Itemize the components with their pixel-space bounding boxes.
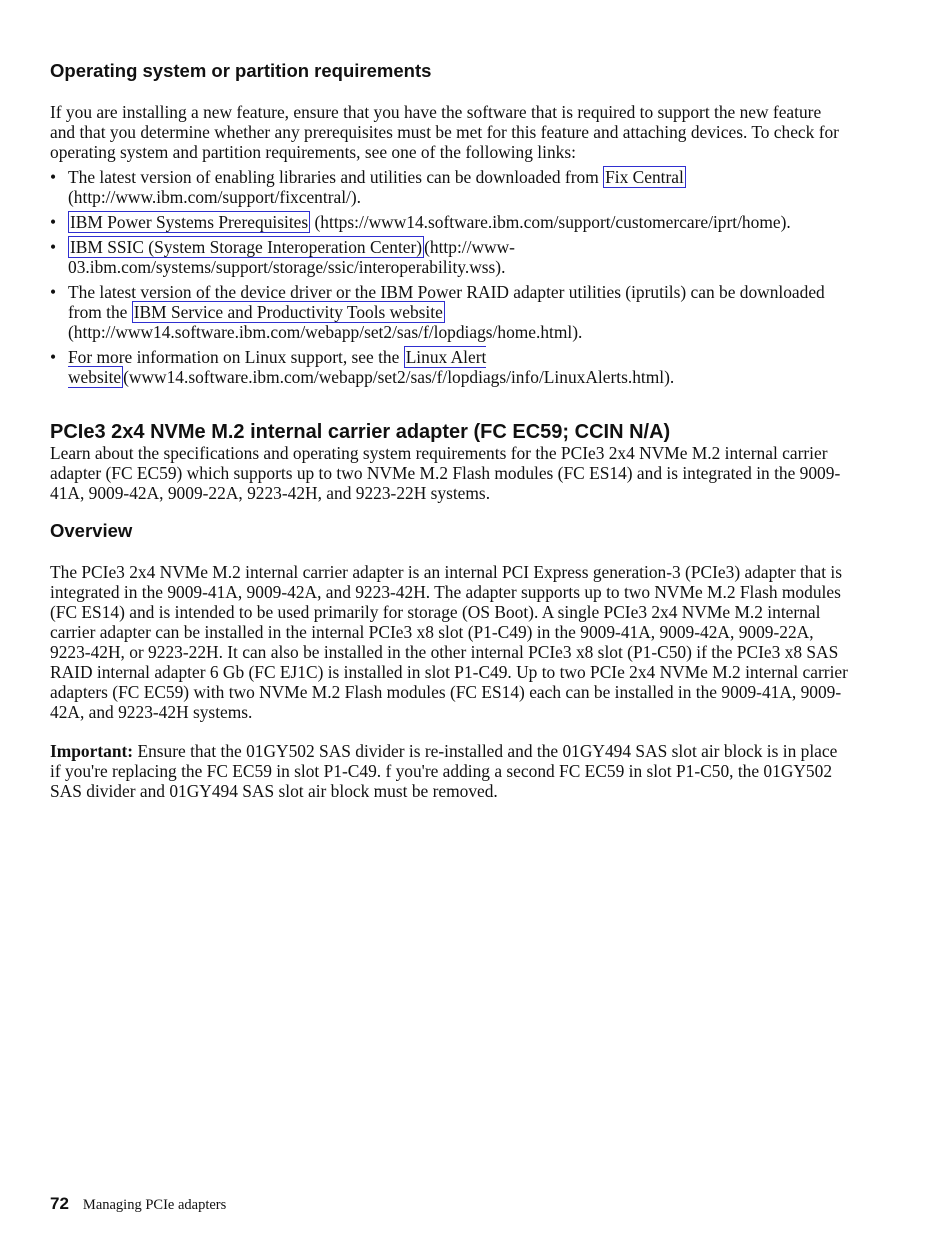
list-item bbox=[50, 167, 850, 207]
list-item-url: (www14.software.ibm.com/webapp/set2/sas/f/lopdiags/info/LinuxAlerts.html). bbox=[123, 367, 675, 387]
list-item bbox=[50, 282, 850, 342]
overview-paragraph: The PCIe3 2x4 NVMe M.2 internal carrier adapter is an internal PCI Express generation-3 (PCIe3) adapter that is integrated in the 9009-41A, 9009-42A, and 9223-42H. The adapter supports up to two NVMe M.2 Flash modules (FC ES14) and is intended to be used primarily for storage (OS Boot). A single PCIe3 2x4 NVMe M.2 internal carrier adapter can be installed in the internal PCIe3 x8 slot (P1-C49) in the 9009-41A, 9009-42A, 9009-22A, 9223-42H, or 9223-22H. It can also be installed in the other internal PCIe3 x8 slot (P1-C50) if the PCIe3 x8 SAS RAID internal adapter 6 Gb (FC EJ1C) is installed in slot P1-C49. Up to two PCIe 2x4 NVMe M.2 internal carrier adapters (FC EC59) with two NVMe M.2 Flash modules (FC ES14) each can be installed in the 9009-41A, 9009-42A, and 9223-42H systems. bbox=[50, 562, 848, 722]
bullet-glyph: • bbox=[50, 282, 57, 302]
bullet-glyph: • bbox=[50, 167, 57, 187]
requirements-link-list bbox=[50, 167, 850, 387]
power-systems-prerequisites-link[interactable]: IBM Power Systems Prerequisites bbox=[70, 212, 309, 232]
fix-central-link[interactable]: Fix Central bbox=[605, 167, 684, 187]
important-note bbox=[50, 741, 850, 801]
adapter-intro-section bbox=[50, 443, 850, 503]
list-item-text: The latest version of enabling libraries and utilities can be downloaded from bbox=[68, 167, 604, 187]
list-item-url: (https://www14.software.ibm.com/support/customercare/iprt/home). bbox=[310, 212, 791, 232]
list-item-text: The latest version of the device driver or the IBM Power RAID adapter utilities (iprutils) can be downloaded from the bbox=[68, 282, 825, 322]
footer-title: Managing PCIe adapters bbox=[82, 1197, 227, 1213]
bullet-glyph: • bbox=[50, 237, 57, 257]
list-item bbox=[50, 237, 850, 277]
service-productivity-tools-link[interactable]: IBM Service and Productivity Tools website bbox=[133, 302, 443, 322]
os-requirements-section bbox=[50, 102, 850, 392]
list-item-text: For more information on Linux support, see the bbox=[68, 347, 404, 367]
list-item-url: (http://www-03.ibm.com/systems/support/storage/ssic/interoperability.wss). bbox=[68, 237, 515, 277]
adapter-intro-paragraph: Learn about the specifications and operating system requirements for the PCIe3 2x4 NVMe M.2 internal carrier adapter (FC EC59) which supports up to two NVMe M.2 Flash modules (FC ES14) and is integrated in the 9009-41A, 9009-42A, 9009-22A, 9223-42H, and 9223-22H systems. bbox=[50, 443, 841, 503]
page-number: 72 bbox=[50, 1194, 69, 1213]
os-requirements-intro: If you are installing a new feature, ensure that you have the software that is required to support the new feature and that you determine whether any prerequisites must be met for this feature and attaching devices. To check for operating system and partition requirements, see one of the following links: bbox=[50, 102, 839, 162]
ibm-ssic-link[interactable]: IBM SSIC (System Storage Interoperation Center) bbox=[70, 237, 423, 257]
important-text: Ensure that the 01GY502 SAS divider is re-installed and the 01GY494 SAS slot air block is in place if you're replacing the FC EC59 in slot P1-C49. f you're adding a second FC EC59 in slot P1-C50, the 01GY502 SAS divider and 01GY494 SAS slot air block must be removed. bbox=[50, 741, 838, 801]
overview-section bbox=[50, 562, 850, 801]
list-item-url: (http://www.ibm.com/support/fixcentral/). bbox=[68, 187, 362, 207]
list-item-url: (http://www14.software.ibm.com/webapp/set2/sas/f/lopdiags/home.html). bbox=[68, 322, 583, 342]
list-item bbox=[50, 212, 850, 232]
bullet-glyph: • bbox=[50, 347, 57, 367]
section-heading-os-requirements: Operating system or partition requirements bbox=[50, 60, 432, 81]
bullet-glyph: • bbox=[50, 212, 57, 232]
section-heading-overview: Overview bbox=[50, 520, 133, 541]
page-title: PCIe3 2x4 NVMe M.2 internal carrier adapter (FC EC59; CCIN N/A) bbox=[50, 421, 671, 443]
list-item bbox=[50, 347, 850, 387]
linux-alert-link[interactable]: Linux Alert website bbox=[68, 347, 487, 387]
page-footer bbox=[50, 1194, 226, 1214]
important-label: Important: bbox=[50, 741, 134, 761]
